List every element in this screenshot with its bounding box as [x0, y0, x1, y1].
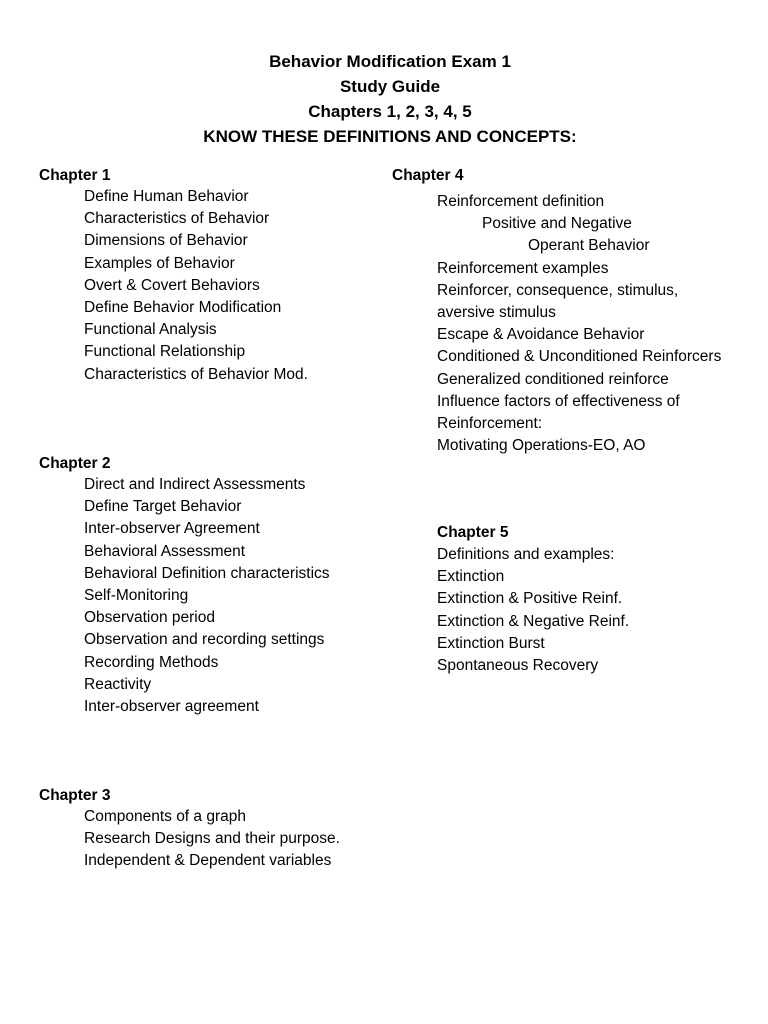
list-item: Overt & Covert Behaviors	[84, 276, 260, 294]
chapter-2-list	[39, 474, 330, 718]
list-item: Reinforcement:	[437, 415, 543, 433]
list-item: Reinforcer, consequence, stimulus,	[437, 281, 679, 299]
list-item: Escape & Avoidance Behavior	[437, 326, 645, 344]
list-item: Extinction & Positive Reinf.	[437, 590, 623, 608]
list-item: Reinforcement definition	[437, 193, 605, 210]
list-item: Observation and recording settings	[84, 631, 325, 649]
list-item: Characteristics of Behavior Mod.	[84, 365, 308, 383]
list-item: Positive and Negative	[482, 215, 632, 233]
list-item: Inter-observer agreement	[84, 698, 259, 716]
chapter-2-heading: Chapter 2	[39, 455, 111, 472]
list-item: Define Behavior Modification	[84, 299, 282, 317]
list-item: Self-Monitoring	[84, 587, 189, 605]
chapter-4-section	[392, 166, 721, 457]
document-title: Behavior Modification Exam 1	[269, 52, 511, 71]
list-item: Reinforcement examples	[437, 259, 609, 277]
chapter-1-heading: Chapter 1	[39, 167, 111, 184]
instruction-line: KNOW THESE DEFINITIONS AND CONCEPTS:	[203, 127, 577, 146]
list-item: Define Human Behavior	[84, 188, 249, 205]
document-subtitle: Study Guide	[339, 77, 441, 96]
list-item: Functional Analysis	[84, 321, 217, 339]
chapter-1-section	[39, 166, 308, 386]
list-item: Extinction & Negative Reinf.	[437, 612, 630, 630]
list-item: Extinction Burst	[437, 634, 545, 652]
list-item: Behavioral Assessment	[84, 542, 246, 560]
list-item: Operant Behavior	[528, 237, 650, 255]
list-item: Independent & Dependent variables	[84, 852, 332, 870]
chapter-5-heading: Chapter 5	[437, 524, 509, 541]
list-item: Influence factors of effectiveness of	[437, 392, 680, 410]
list-item: Research Designs and their purpose.	[84, 830, 340, 848]
chapter-2-section	[39, 454, 330, 718]
list-item: Define Target Behavior	[84, 498, 242, 516]
list-item: Conditioned & Unconditioned Reinforcers	[437, 348, 722, 366]
chapter-3-heading: Chapter 3	[39, 787, 111, 804]
document-header	[0, 49, 768, 149]
list-item: Reactivity	[84, 675, 152, 693]
chapter-3-section	[39, 786, 340, 873]
list-item: Direct and Indirect Assessments	[84, 476, 306, 493]
list-item: Behavioral Definition characteristics	[84, 564, 330, 582]
chapter-4-heading: Chapter 4	[392, 167, 464, 184]
list-item: Observation period	[84, 609, 215, 627]
list-item: Dimensions of Behavior	[84, 232, 248, 250]
list-item: Definitions and examples:	[437, 546, 615, 563]
chapter-5-list	[437, 544, 629, 677]
list-item: Components of a graph	[84, 808, 246, 825]
chapters-line: Chapters 1, 2, 3, 4, 5	[308, 102, 472, 121]
chapter-3-list	[39, 806, 340, 873]
list-item: aversive stimulus	[437, 304, 556, 322]
chapter-1-list	[39, 186, 308, 386]
list-item: Inter-observer Agreement	[84, 520, 260, 538]
list-item: Characteristics of Behavior	[84, 210, 270, 228]
list-item: Examples of Behavior	[84, 254, 235, 272]
list-item: Recording Methods	[84, 653, 219, 671]
chapter-4-list	[392, 191, 721, 457]
list-item: Functional Relationship	[84, 343, 246, 361]
chapter-5-section	[437, 523, 629, 677]
list-item: Extinction	[437, 568, 505, 586]
list-item: Spontaneous Recovery	[437, 657, 599, 675]
list-item: Motivating Operations-EO, AO	[437, 437, 646, 455]
list-item: Generalized conditioned reinforce	[437, 370, 669, 388]
